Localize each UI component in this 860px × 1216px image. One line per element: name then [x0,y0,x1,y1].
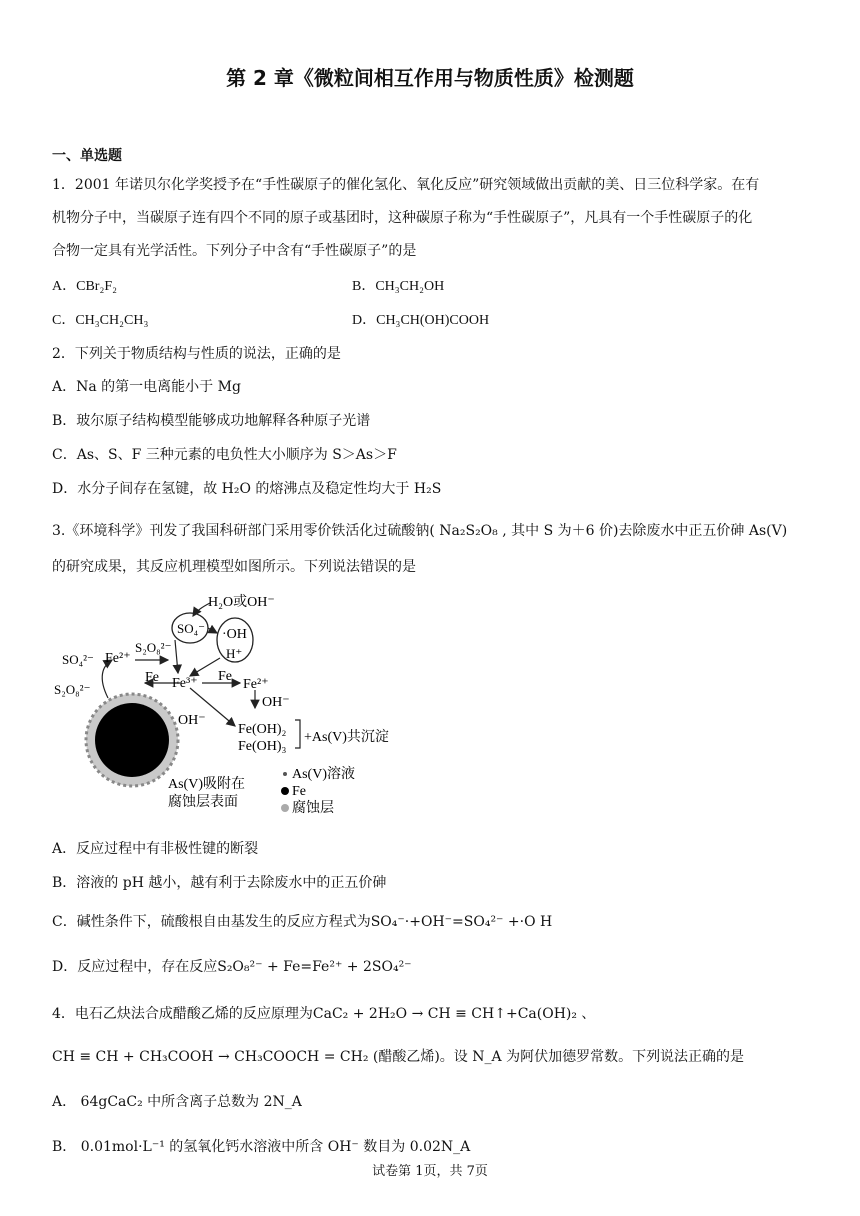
q4-stem-line-1: 4．电石乙炔法合成醋酸乙烯的反应原理为CaC₂ + 2H₂O → CH ≡ CH↑+Ca(OH)₂ 、 [52,1006,596,1022]
q1-stem-line-2: 机物分子中，当碳原子连有四个不同的原子或基团时，这种碳原子称为“手性碳原子”，凡具有一个手性碳原子的化 [52,210,753,226]
reaction-mechanism-diagram [50,588,420,823]
q1-stem-line-1: 1．2001 年诺贝尔化学奖授予在“手性碳原子的催化氢化、氧化反应”研究领域做出贡献的美、日三位科学家。在有 [52,177,760,193]
diagram-label-oh-left: OH⁻ [178,713,206,728]
legend-label-solution: As(V)溶液 [292,767,355,782]
legend-dot-iron [281,787,289,795]
diagram-label-s2o8-top: S₂O₈²⁻ [135,640,172,655]
legend-label-iron: Fe [292,784,306,799]
radical-to-oh-arrow [208,628,217,633]
diagram-label-feoh3: Fe(OH)₃ [238,739,287,754]
diagram-label-fe2-right: Fe²⁺ [243,677,269,692]
legend-dot-corrosion [281,804,289,812]
q1-option-d: D．CH₃CH(OH)COOH [352,313,490,328]
section-heading: 一、单选题 [52,148,122,164]
oh-to-fe3-arrow [190,658,220,676]
q4-option-a: A． 64gCaC₂ 中所含离子总数为 2N_A [52,1094,302,1110]
diagram-label-s2o8-left: S₂O₈²⁻ [54,682,91,697]
q1-option-b: B．CH₃CH₂OH [352,279,445,294]
diagram-label-fe2: Fe²⁺ [105,651,131,666]
diagram-label-feoh2: Fe(OH)₂ [238,722,287,737]
diagram-label-adsorb-1: As(V)吸附在 [168,777,245,792]
diagram-label-oh-radical: ·OH [222,627,247,642]
diagram-label-adsorb-2: 腐蚀层表面 [168,795,238,810]
legend-label-corrosion: 腐蚀层 [292,801,334,816]
q2-stem: 2．下列关于物质结构与性质的说法，正确的是 [52,346,341,362]
q3-option-b: B．溶液的 pH 越小，越有利于去除废水中的正五价砷 [52,875,387,891]
q2-option-d: D．水分子间存在氢键，故 H₂O 的熔沸点及稳定性均大于 H₂S [52,481,442,497]
q1-stem-line-3: 合物一定具有光学活性。下列分子中含有“手性碳原子”的是 [52,243,417,259]
radical-to-fe3-arrow [175,640,178,673]
iron-core-shape [95,703,169,777]
q4-stem-line-2: CH ≡ CH + CH₃COOH → CH₃COOCH = CH₂ (醋酸乙烯)。设 N_A 为阿伏加德罗常数。下列说法正确的是 [52,1049,745,1065]
diagram-label-fe-arrow1: Fe [145,670,159,685]
diagram-label-fe-arrow2: Fe [218,669,232,684]
q4-option-b: B． 0.01mol·L⁻¹ 的氢氧化钙水溶液中所含 OH⁻ 数目为 0.02N_A [52,1139,471,1155]
q3-stem-line-2: 的研究成果，其反应机理模型如图所示。下列说法错误的是 [52,559,416,575]
q2-option-c: C．As、S、F 三种元素的电负性大小顺序为 S＞As＞F [52,447,397,463]
page-footer: 试卷第 1页，共 7页 [372,1164,488,1179]
diagram-label-coprecipitation: +As(V)共沉淀 [304,730,389,745]
q3-stem-line-1: 3.《环境科学》刊发了我国科研部门采用零价铁活化过硫酸钠( Na₂S₂O₈ , 其中 S 为＋6 价)去除废水中正五价砷 As(V) [52,523,788,539]
diagram-label-h-plus: H⁺ [226,646,243,661]
q3-option-d: D．反应过程中，存在反应S₂O₈²⁻ + Fe=Fe²⁺ + 2SO₄²⁻ [52,959,412,975]
diagram-label-oh-right: OH⁻ [262,695,290,710]
q1-option-c: C．CH₃CH₂CH₃ [52,313,149,328]
diagram-label-so4-left: SO₄²⁻ [62,652,94,667]
page-title: 第 2 章《微粒间相互作用与物质性质》检测题 [226,66,634,90]
q2-option-a: A．Na 的第一电离能小于 Mg [52,379,241,395]
diagram-label-fe3: Fe³⁺ [172,676,198,691]
legend-dot-solution [283,772,287,776]
bracket-line [295,720,300,748]
q3-option-a: A．反应过程中有非极性键的断裂 [52,841,259,857]
q2-option-b: B．玻尔原子结构模型能够成功地解释各种原子光谱 [52,413,371,429]
q3-option-c: C．碱性条件下，硫酸根自由基发生的反应方程式为SO₄⁻·+OH⁻=SO₄²⁻ +·O H [52,914,553,930]
diagram-label-so4-radical: SO₄⁻ [177,621,206,636]
q1-option-a: A．CBr₂F₂ [52,279,117,294]
diagram-label-h2o: H₂O或OH⁻ [208,595,275,610]
